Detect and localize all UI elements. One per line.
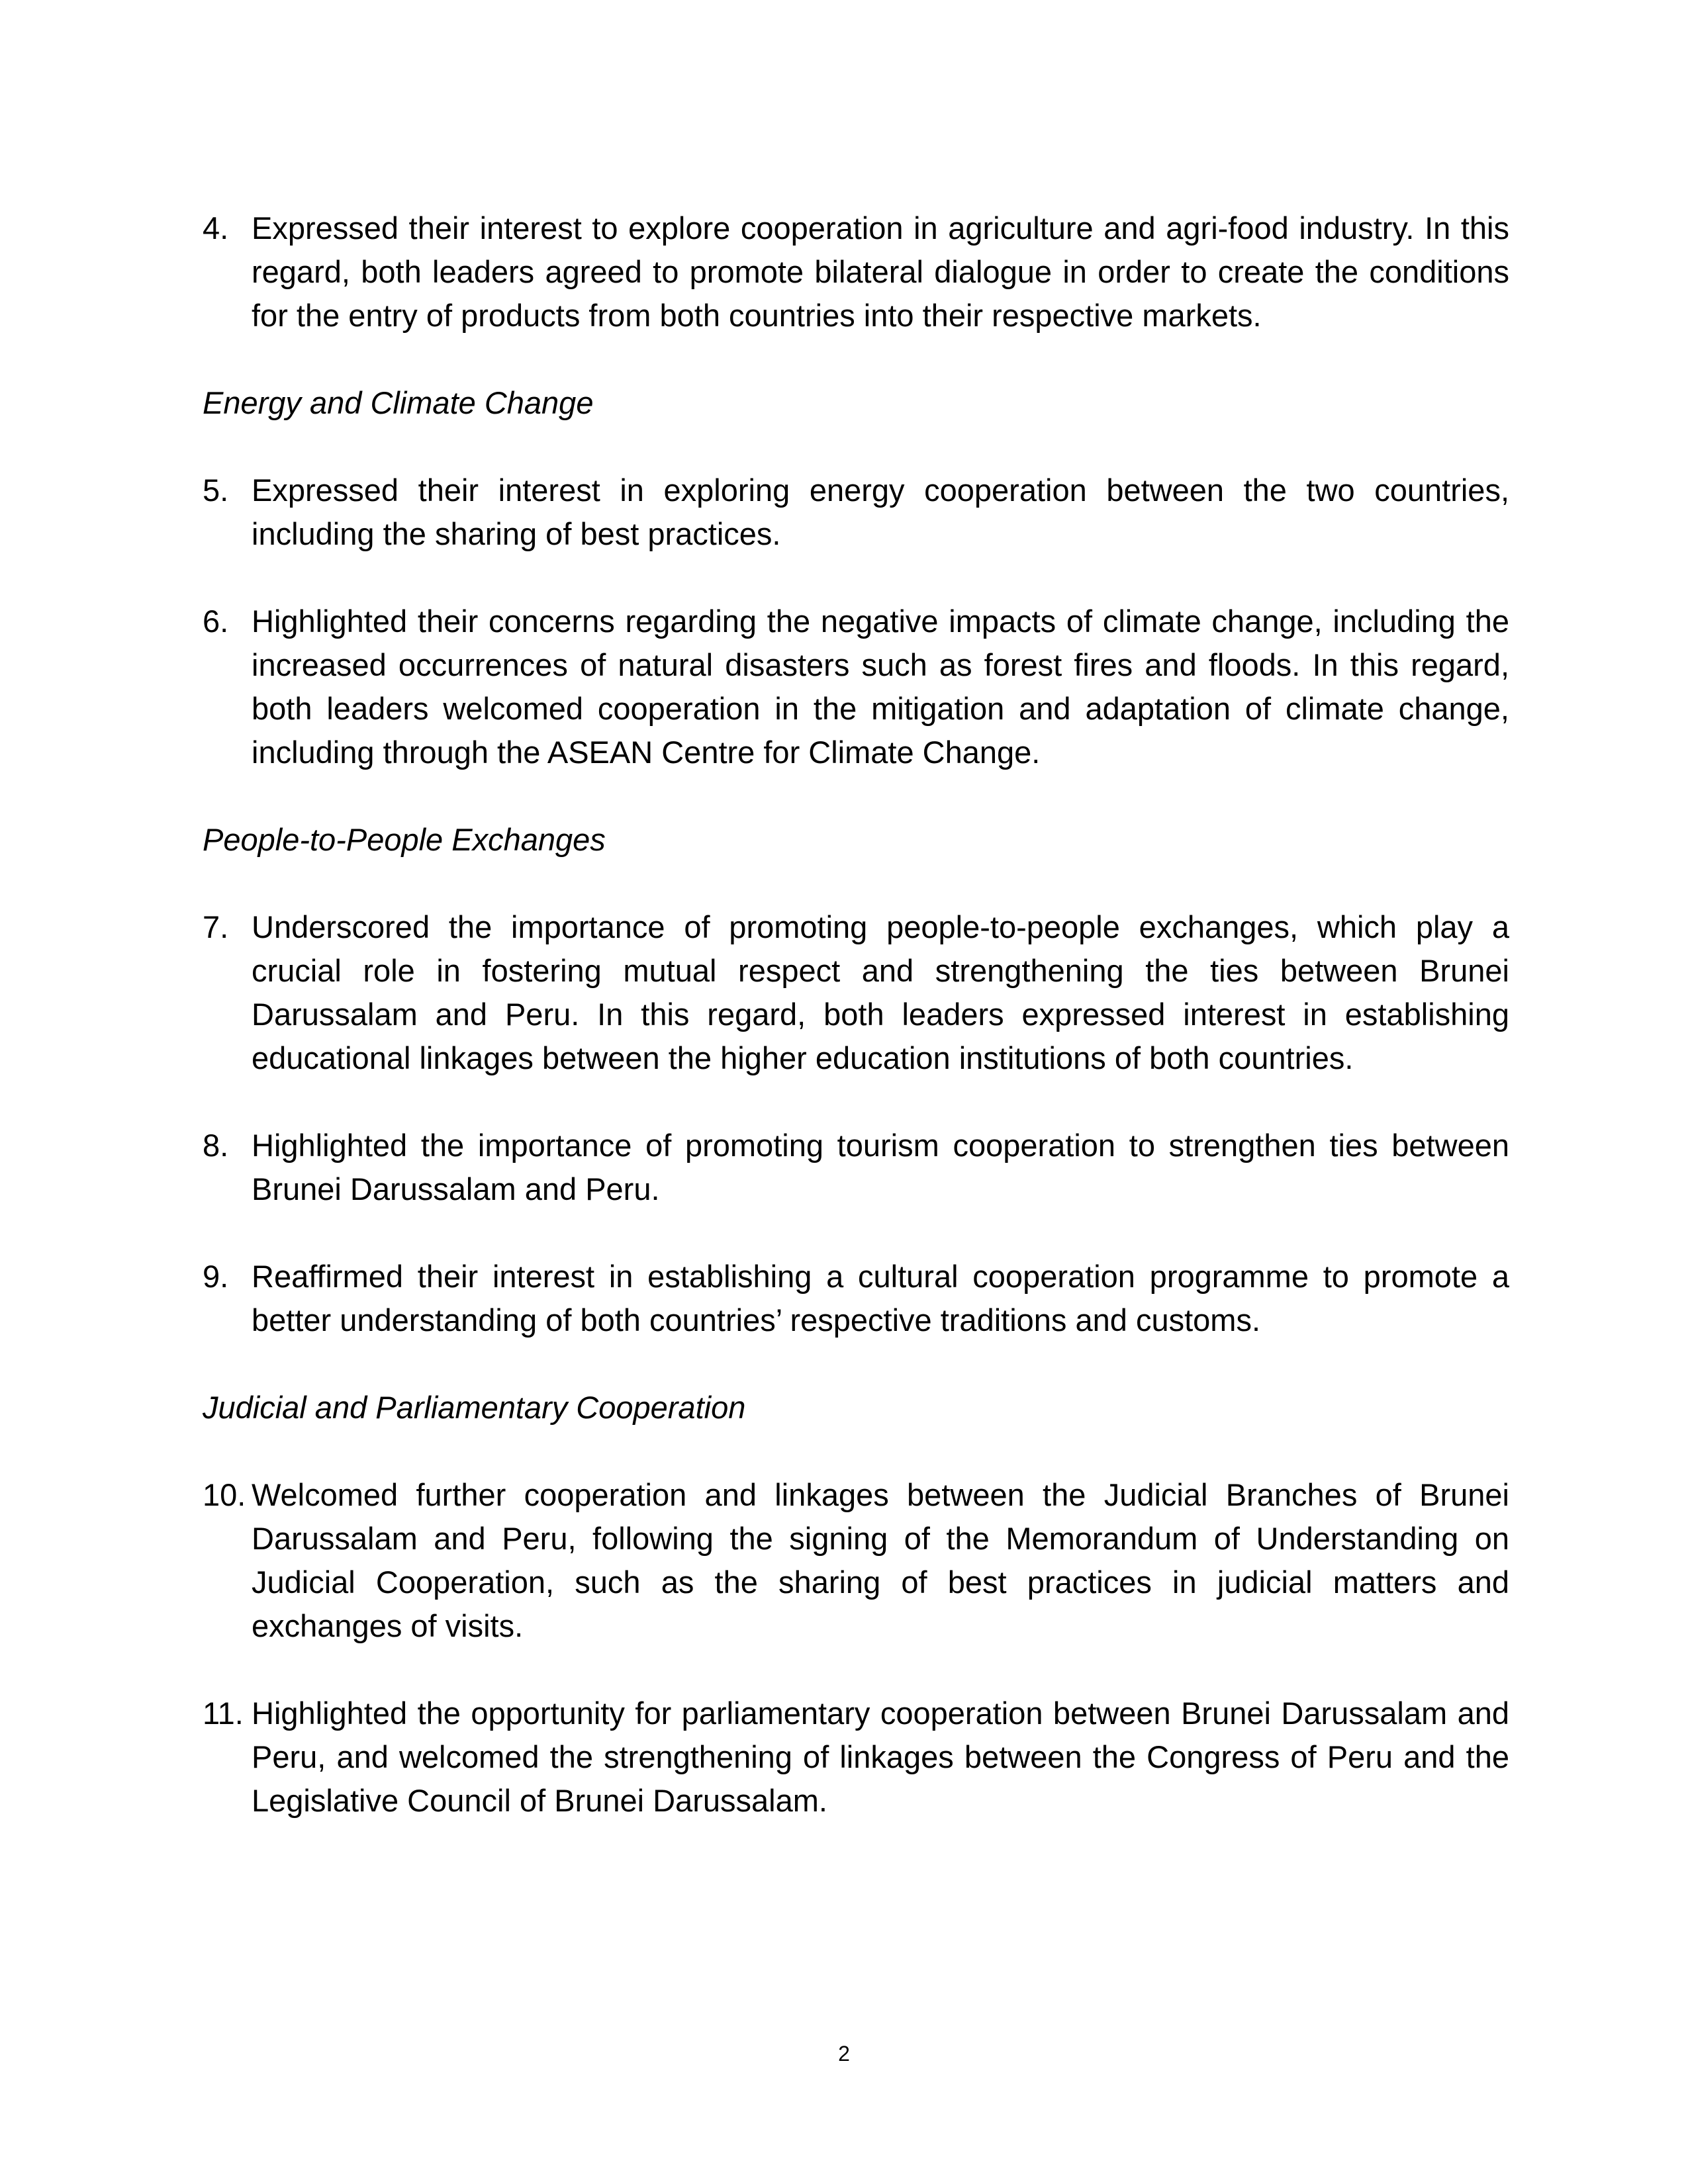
- paragraph-text: Highlighted the importance of promoting tourism cooperation to strengthen ties between Brunei Darussalam and Peru.: [252, 1128, 1509, 1206]
- document-body: [203, 206, 1509, 1866]
- paragraph-text: Expressed their interest in exploring energy cooperation between the two countries, including the sharing of best practices.: [252, 473, 1509, 551]
- paragraph-text: Highlighted their concerns regarding the negative impacts of climate change, including the increased occurrences of natural disasters such as forest fires and floods. In this regard, both leaders welcomed cooperation in the mitigation and adaptation of climate change, including through the ASEAN Centre for Climate Change.: [252, 604, 1509, 770]
- page-number: 2: [838, 2042, 850, 2066]
- paragraph-number: 5.: [203, 473, 229, 508]
- paragraph-text: Underscored the importance of promoting people-to-people exchanges, which play a crucial role in fostering mutual respect and strengthening the ties between Brunei Darussalam and Peru. In this regard, both leaders expressed interest in establishing educational linkages between the higher education institutions of both countries.: [252, 909, 1509, 1075]
- numbered-paragraph: [203, 469, 1509, 556]
- paragraph-number: 8.: [203, 1128, 229, 1163]
- numbered-paragraph: [203, 600, 1509, 774]
- paragraph-number: 4.: [203, 210, 229, 246]
- numbered-paragraph: [203, 905, 1509, 1080]
- paragraph-number: 6.: [203, 604, 229, 639]
- paragraph-text: Expressed their interest to explore cooperation in agriculture and agri-food industry. In this regard, both leaders agreed to promote bilateral dialogue in order to create the conditions for the entry of products from both countries into their respective markets.: [252, 210, 1509, 333]
- paragraph-number: 7.: [203, 909, 229, 944]
- paragraph-text: Highlighted the opportunity for parliamentary cooperation between Brunei Darussalam and Peru, and welcomed the strengthening of linkages between the Congress of Peru and the Legislative Council of Brunei Darussalam.: [252, 1696, 1509, 1818]
- section-heading: People-to-People Exchanges: [203, 822, 606, 857]
- numbered-paragraph: [203, 1692, 1509, 1823]
- section-heading: Energy and Climate Change: [203, 385, 594, 420]
- numbered-paragraph: [203, 1124, 1509, 1211]
- paragraph-number: 9.: [203, 1259, 229, 1294]
- paragraph-number: 10.: [203, 1477, 246, 1512]
- section-heading: Judicial and Parliamentary Cooperation: [203, 1390, 746, 1425]
- numbered-paragraph: [203, 1255, 1509, 1342]
- paragraph-text: Reaffirmed their interest in establishing a cultural cooperation programme to promote a better understanding of both countries’ respective traditions and customs.: [252, 1259, 1509, 1338]
- numbered-paragraph: [203, 206, 1509, 338]
- numbered-paragraph: [203, 1473, 1509, 1648]
- paragraph-text: Welcomed further cooperation and linkages between the Judicial Branches of Brunei Darussalam and Peru, following the signing of the Memorandum of Understanding on Judicial Cooperation, such as the sharing of best practices in judicial matters and exchanges of visits.: [252, 1477, 1509, 1643]
- paragraph-number: 11.: [203, 1696, 244, 1731]
